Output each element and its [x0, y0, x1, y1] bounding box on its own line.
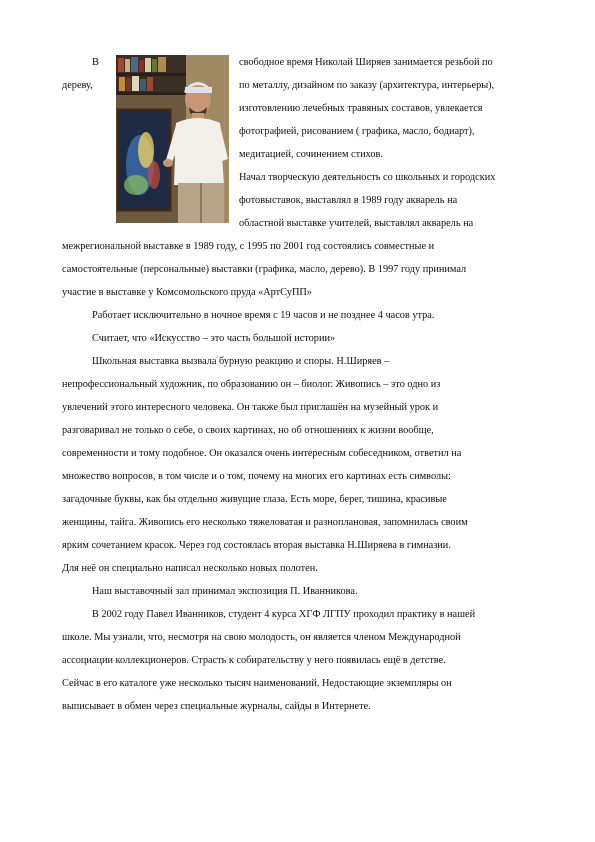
- paragraph-line: загадочные буквы, как бы отдельно живущие глаза. Есть море, берег, тишина, красивые: [62, 494, 447, 505]
- side-line: изготовлению лечебных травяных составов, увлекается: [239, 103, 483, 114]
- paragraph-line: самостоятельные (персональные) выставки (графика, масло, дерево). В 1997 году принимал: [62, 264, 467, 275]
- paragraph-line: Считает, что «Искусство – это часть большой истории»: [92, 333, 336, 344]
- paragraph-line: В 2002 году Павел Иванников, студент 4 курса ХГФ ЛГПУ проходил практику в нашей: [92, 609, 476, 620]
- artist-photo: [116, 55, 229, 223]
- intro-word-v: В: [92, 57, 99, 68]
- paragraph-line: ярким сочетанием красок. Через год состоялась вторая выставка Н.Ширяева в гимназии.: [62, 540, 451, 551]
- side-line: фотовыставок, выставлял в 1989 году акварель на: [239, 195, 458, 206]
- paragraph-line: женщины, тайга. Живопись его несколько тяжеловатая и разноплановая, запомнилась своим: [62, 517, 468, 528]
- paragraph-line: выписывает в обмен через специальные журналы, сайды в Интернете.: [62, 701, 371, 712]
- paragraph-line: увлечений этого интересного человека. Он также был приглашён на музейный урок и: [62, 402, 439, 413]
- side-line: свободное время Николай Ширяев занимается резьбой по: [239, 57, 493, 68]
- side-line: фотографией, рисованием ( графика, масло, бодиарт),: [239, 126, 475, 137]
- paragraph-line: участие в выставке у Комсомольского пруда «АртСуПП»: [62, 287, 312, 298]
- paragraph-line: Наш выставочный зал принимал экспозиция П. Иванникова.: [92, 586, 358, 597]
- side-line: Начал творческую деятельность со школьных и городских: [239, 172, 496, 183]
- paragraph-line: Школьная выставка вызвала бурную реакцию и споры. Н.Ширяев –: [92, 356, 390, 367]
- side-line: медитацией, сочинением стихов.: [239, 149, 383, 160]
- paragraph-line: непрофессиональный художник, по образованию он – биолог. Живопись – это одно из: [62, 379, 441, 390]
- paragraph-line: межрегиональной выставке в 1989 году, с 1995 по 2001 год состоялись совместные и: [62, 241, 435, 252]
- paragraph-line: ассоциации коллекционеров. Страсть к собирательству у него появилась ещё в детстве.: [62, 655, 446, 666]
- paragraph-line: множество вопросов, в том числе и о том, почему на многих его картинах есть символы:: [62, 471, 451, 482]
- paragraph-line: Сейчас в его каталоге уже несколько тысяч наименований. Недостающие экземпляры он: [62, 678, 452, 689]
- intro-word-derevu: дереву,: [62, 80, 93, 91]
- side-line: по металлу, дизайном по заказу (архитектура, интерьеры),: [239, 80, 495, 91]
- paragraph-line: школе. Мы узнали, что, несмотря на свою молодость, он является членом Международной: [62, 632, 461, 643]
- paragraph-line: Для неё он специально написал несколько новых полотен.: [62, 563, 318, 574]
- paragraph-line: разговаривал не только о себе, о своих картинах, но об отношениях к жизни вообще,: [62, 425, 434, 436]
- artist-photo-image: [116, 55, 229, 223]
- side-line: областной выставке учителей, выставлял акварель на: [239, 218, 474, 229]
- paragraph-line: современности и тому подобное. Он оказался очень интересным собеседником, ответил на: [62, 448, 462, 459]
- paragraph-line: Работает исключительно в ночное время с 19 часов и не позднее 4 часов утра.: [92, 310, 435, 321]
